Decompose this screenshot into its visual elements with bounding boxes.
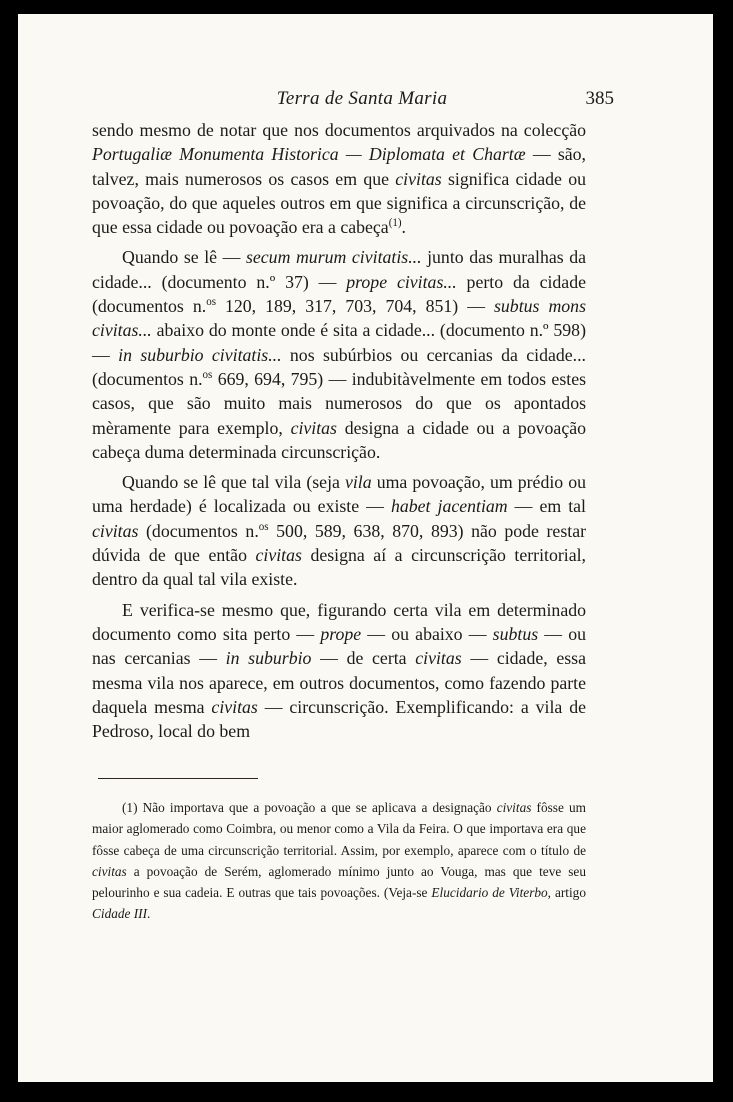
text-span: abaixo do monte onde é sita a cidade... (documento n.º 598) — bbox=[92, 320, 586, 365]
italic-span: vila bbox=[344, 472, 372, 493]
text-span: Não importava que a povoação a que se aplicava a designação bbox=[137, 800, 497, 815]
italic-span: prope bbox=[320, 623, 362, 644]
page-header bbox=[110, 88, 614, 116]
paragraph-1 bbox=[92, 118, 586, 239]
italic-span: civitas bbox=[92, 863, 127, 879]
footnote-reference: (1) bbox=[388, 217, 402, 230]
text-span: — cidade, essa mesma vila nos aparece, em outros documentos, como fazendo parte daquela mesma bbox=[92, 648, 586, 717]
paragraph-4 bbox=[92, 598, 586, 744]
italic-span: secum murum civitatis... bbox=[245, 247, 422, 268]
text-span: nos subúrbios ou cercanias da cidade... (documentos n. bbox=[92, 344, 586, 389]
text-span: . bbox=[401, 217, 406, 238]
italic-span: civitas bbox=[92, 520, 139, 541]
superscript: os bbox=[258, 520, 269, 533]
text-span: . bbox=[147, 906, 151, 922]
text-span: — são, talvez, mais numerosos os casos em que bbox=[92, 144, 586, 189]
italic-span: subtus mons civitas... bbox=[92, 296, 586, 341]
text-span: 500, 589, 638, 870, 893) não pode restar dúvida de que então bbox=[92, 520, 587, 566]
italic-span: Cidade III bbox=[92, 906, 148, 922]
text-span: designa a cidade ou a povoação cabeça duma determinada circunscrição. bbox=[92, 417, 586, 462]
text-span: E verifica-se mesmo que, figurando certa vila em determinado documento como sita perto — bbox=[92, 599, 586, 644]
footnote-divider bbox=[98, 778, 258, 779]
text-span: Quando se lê — bbox=[122, 247, 246, 268]
paragraph-2 bbox=[92, 245, 586, 464]
italic-span: civitas bbox=[395, 168, 442, 189]
italic-span: habet jacentiam bbox=[390, 496, 508, 517]
text-span: designa aí a circunscrição territorial, dentro da qual tal vila existe. bbox=[92, 545, 586, 590]
italic-span: civitas bbox=[496, 800, 532, 815]
footnote-marker: (1) bbox=[122, 800, 138, 815]
text-span: — ou nas cercanias — bbox=[92, 623, 587, 669]
text-span: — circunscrição. Exemplificando: a vila de Pedroso, local do bem bbox=[92, 696, 586, 742]
text-span: — ou abaixo — bbox=[361, 623, 493, 644]
text-span: , artigo bbox=[547, 885, 586, 901]
superscript: os bbox=[206, 296, 216, 309]
text-span: — em tal bbox=[507, 496, 586, 517]
footnote-1 bbox=[92, 797, 586, 925]
paragraph-3 bbox=[92, 470, 586, 591]
body-text bbox=[92, 118, 586, 749]
text-span: perto da cidade (documentos n. bbox=[92, 271, 586, 317]
text-span: — de certa bbox=[311, 648, 416, 669]
italic-span: prope civitas... bbox=[346, 271, 457, 292]
text-span: junto das muralhas da cidade... (documento n.º 37) — bbox=[92, 247, 586, 292]
text-span: significa cidade ou povoação, do que aqueles outros em que significa a circunscrição, de que essa cidade ou povoação era a cabeça bbox=[92, 168, 586, 238]
text-span: 669, 694, 795) — indubitàvelmente em todos estes casos, que são muito mais numerosos do que os apontados mèramente para exemplo, bbox=[92, 368, 587, 438]
text-span: fôsse um maior aglomerado como Coimbra, ou menor como a Vila da Feira. O que importava era que fôsse cabeça de uma circunscrição territorial. Assim, por exemplo, aparece com o título de bbox=[92, 800, 586, 858]
italic-span: Portugaliæ Monumenta Historica — Diplomata et Chartæ bbox=[92, 144, 526, 165]
page-number: 385 bbox=[585, 88, 614, 109]
italic-span: civitas bbox=[255, 545, 302, 566]
text-span: uma povoação, um prédio ou uma herdade) é localizada ou existe — bbox=[92, 472, 587, 517]
text-span: sendo mesmo de notar que nos documentos arquivados na colecção bbox=[92, 120, 586, 140]
italic-span: civitas bbox=[211, 696, 258, 717]
text-span: (documentos n. bbox=[138, 520, 259, 541]
italic-span: civitas bbox=[415, 648, 462, 669]
italic-span: Elucidario de Viterbo bbox=[431, 885, 548, 901]
italic-span: civitas bbox=[290, 417, 337, 438]
italic-span: subtus bbox=[492, 623, 539, 644]
text-span: a povoação de Serém, aglomerado mínimo junto ao Vouga, mas que teve seu pelourinho e sua cadeia. E outras que tais povoações. (Veja-se bbox=[92, 863, 586, 901]
text-span: Quando se lê que tal vila (seja bbox=[122, 472, 345, 493]
superscript: os bbox=[202, 369, 213, 382]
running-title: Terra de Santa Maria bbox=[276, 88, 448, 109]
italic-span: in suburbio civitatis... bbox=[118, 344, 282, 365]
text-span: 120, 189, 317, 703, 704, 851) — bbox=[216, 296, 494, 317]
italic-span: in suburbio bbox=[225, 648, 312, 669]
